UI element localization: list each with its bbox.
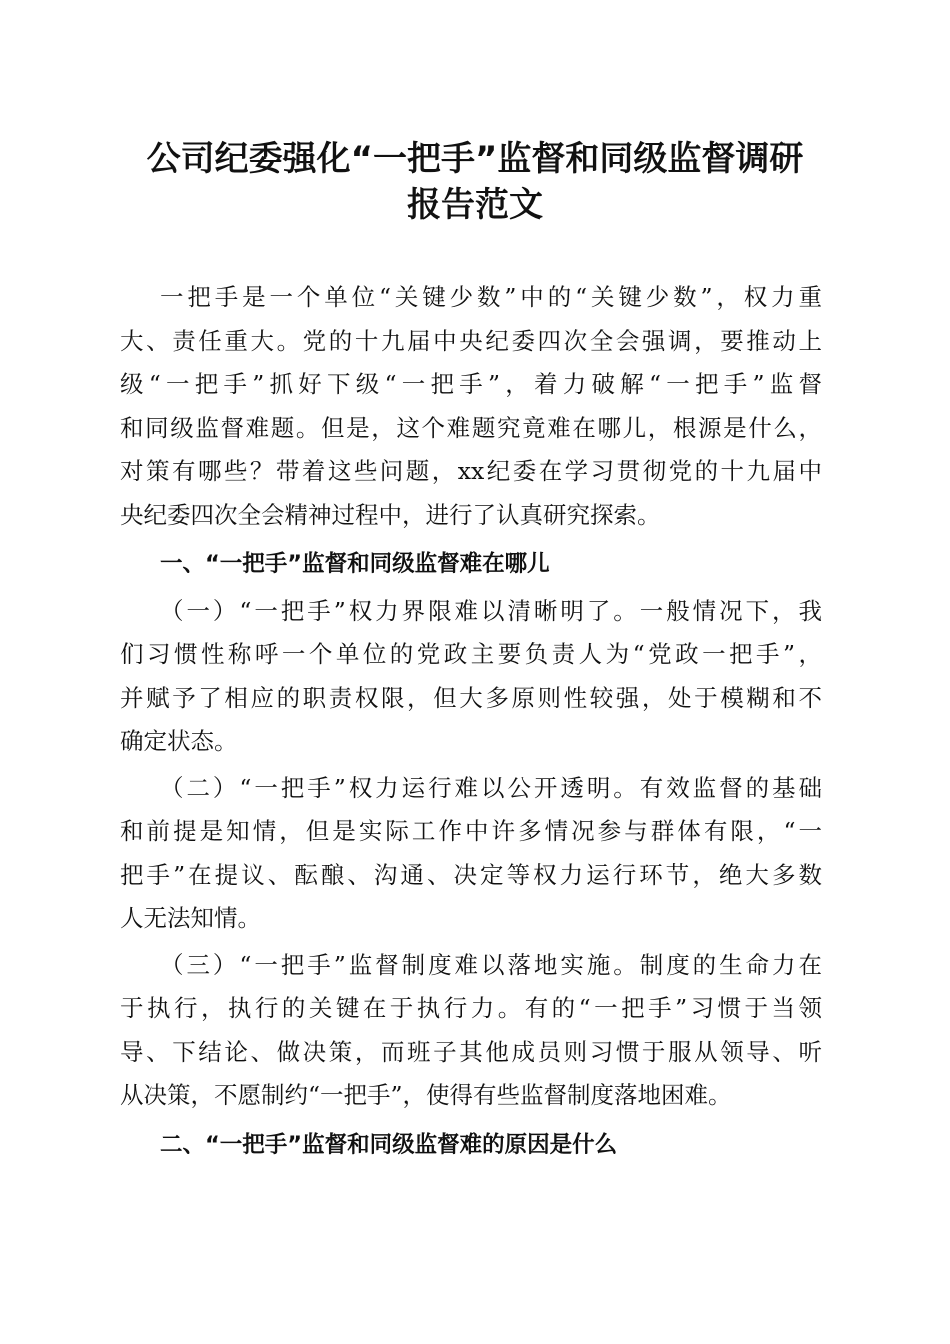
section-heading-2: 二、“一把手”监督和同级监督难的原因是什么	[160, 1131, 618, 1158]
text-line: （二）“一把手”权力运行难以公开透明。有效监督的基础	[160, 773, 822, 802]
text-line: （三）“一把手”监督制度难以落地实施。制度的生命力在	[160, 950, 822, 979]
text-line: 级“一把手”抓好下级“一把手”，着力破解“一把手”监督	[120, 370, 822, 398]
text-line: 和同级监督难题。但是，这个难题究竟难在哪儿，根源是什么，	[120, 413, 822, 442]
text-line: 和前提是知情，但是实际工作中许多情况参与群体有限，“一	[120, 817, 822, 845]
title-line: 报告范文	[407, 185, 543, 225]
text-line: 确定状态。	[120, 727, 238, 755]
paragraph-1	[120, 590, 822, 764]
paragraph-3	[120, 944, 822, 1118]
title-line: 公司纪委强化“一把手”监督和同级监督调研	[146, 139, 804, 179]
text-line: 导、下结论、做决策，而班子其他成员则习惯于服从领导、听	[120, 1037, 822, 1066]
text-line: （一）“一把手”权力界限难以清晰明了。一般情况下，我	[160, 596, 822, 625]
text-line: 并赋予了相应的职责权限，但大多原则性较强，处于模糊和不	[120, 683, 822, 712]
text-line: 于执行，执行的关键在于执行力。有的“一把手”习惯于当领	[120, 994, 822, 1022]
paragraph-2	[120, 767, 822, 941]
text-line: 对策有哪些？带着这些问题，xx纪委在学习贯彻党的十九届中	[120, 457, 822, 485]
document-title	[0, 136, 950, 228]
text-line: 把手”在提议、酝酿、沟通、决定等权力运行环节，绝大多数	[120, 860, 822, 889]
intro-paragraph	[120, 276, 822, 537]
text-line: 央纪委四次全会精神过程中，进行了认真研究探索。	[120, 500, 661, 529]
text-line: 人无法知情。	[120, 904, 261, 932]
text-line: 大、责任重大。党的十九届中央纪委四次全会强调，要推动上	[120, 326, 822, 355]
text-line: 们习惯性称呼一个单位的党政主要负责人为“党政一把手”，	[120, 640, 822, 668]
document-body	[120, 276, 822, 1170]
section-heading-1: 一、“一把手”监督和同级监督难在哪儿	[160, 551, 550, 577]
text-line: 一把手是一个单位“关键少数”中的“关键少数”，权力重	[160, 283, 822, 311]
text-line: 从决策，不愿制约“一把手”，使得有些监督制度落地困难。	[120, 1081, 732, 1109]
